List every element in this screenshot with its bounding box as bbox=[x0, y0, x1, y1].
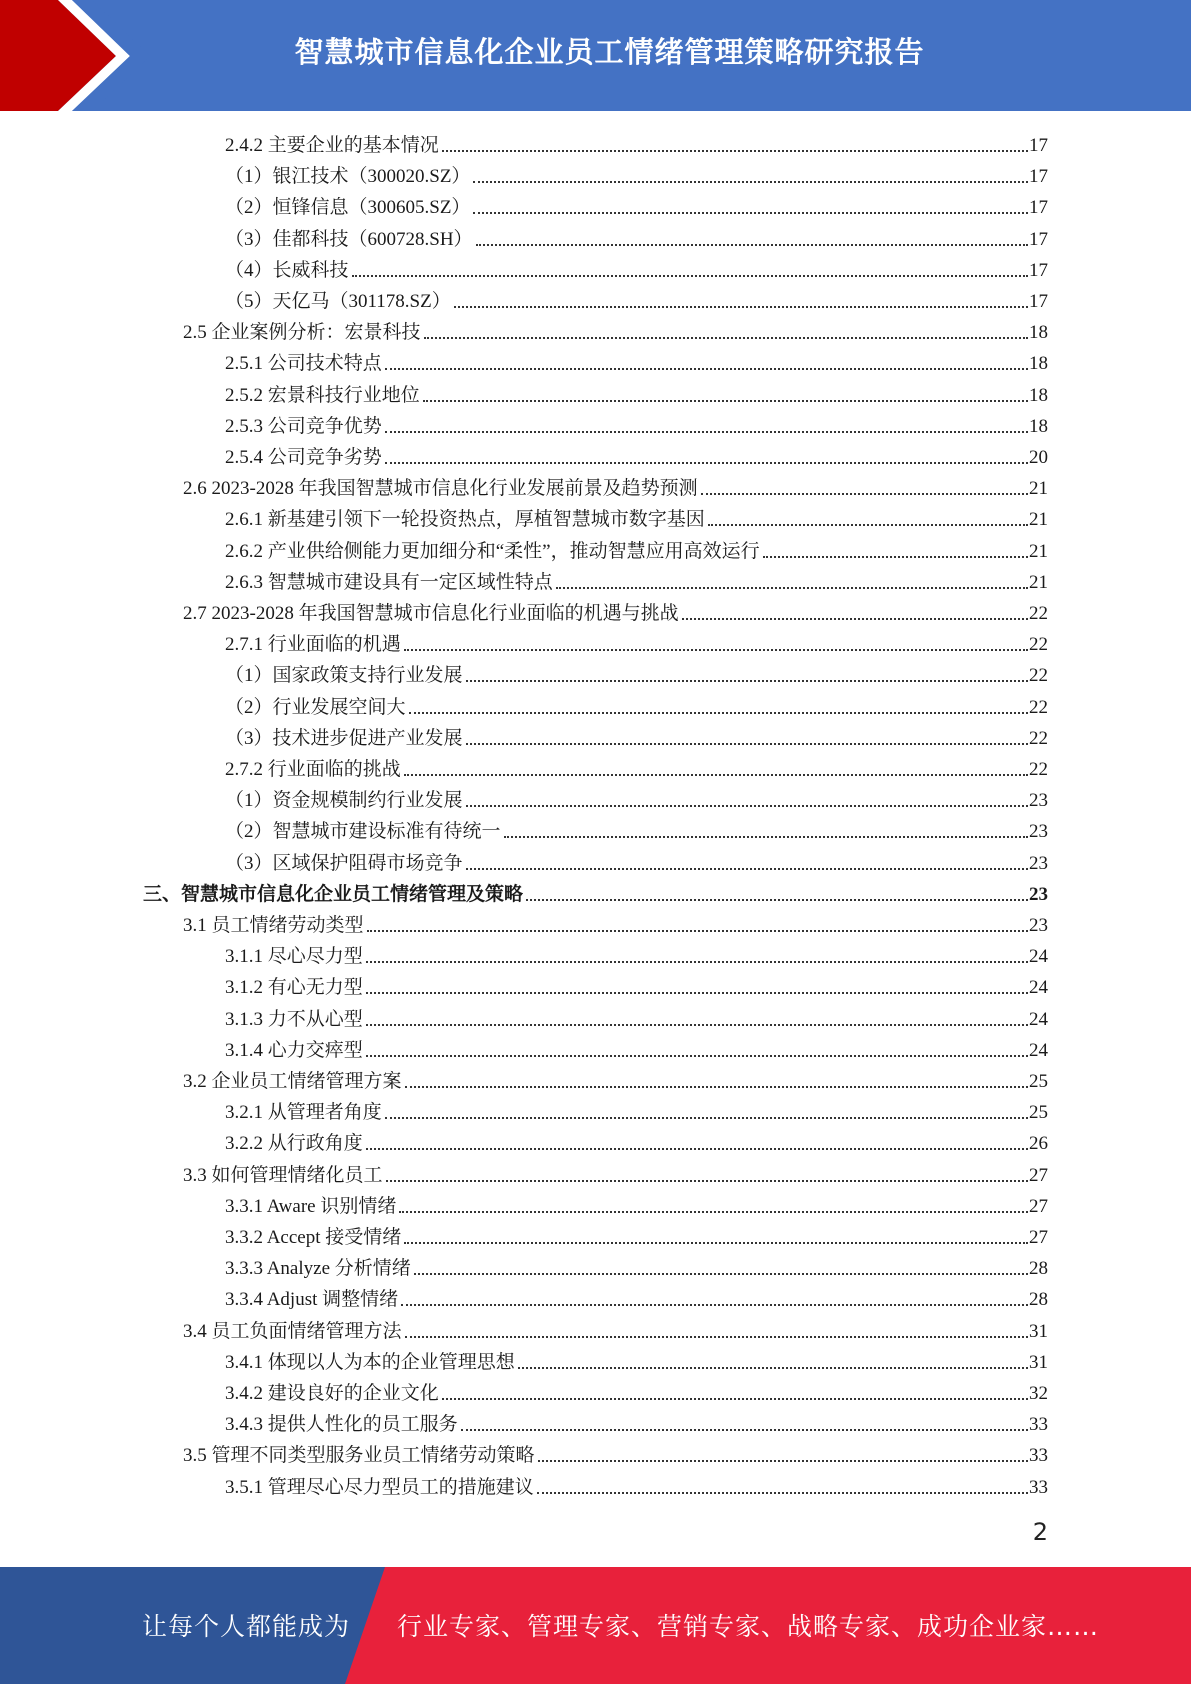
toc-entry[interactable] bbox=[225, 376, 1048, 407]
toc-entry-page: 28 bbox=[1029, 1258, 1048, 1280]
toc-entry-page: 22 bbox=[1029, 727, 1048, 749]
toc-entry[interactable] bbox=[225, 1343, 1048, 1374]
toc-entry-title: 3.1.3 力不从心型 bbox=[225, 1008, 363, 1030]
toc-dot-leader bbox=[366, 1055, 1028, 1057]
toc-dot-leader bbox=[404, 649, 1028, 651]
toc-entry-title: 3.1.4 心力交瘁型 bbox=[225, 1039, 363, 1061]
toc-dot-leader bbox=[404, 774, 1028, 776]
toc-entry-title: 3.4.3 提供人性化的员工服务 bbox=[225, 1414, 458, 1436]
toc-dot-leader bbox=[442, 1398, 1028, 1400]
toc-entry-title: 2.6 2023-2028 年我国智慧城市信息化行业发展前景及趋势预测 bbox=[183, 478, 698, 500]
footer-slogan-right: 行业专家、管理专家、营销专家、战略专家、成功企业家…… bbox=[397, 1612, 1100, 1641]
toc-dot-leader bbox=[366, 1024, 1028, 1026]
toc-entry-page: 21 bbox=[1029, 540, 1048, 562]
toc-dot-leader bbox=[466, 868, 1028, 870]
toc-entry[interactable] bbox=[225, 719, 1048, 750]
toc-dot-leader bbox=[401, 1304, 1028, 1306]
toc-dot-leader bbox=[476, 244, 1028, 246]
toc-entry-page: 28 bbox=[1029, 1289, 1048, 1311]
toc-entry-title: 2.5 企业案例分析：宏景科技 bbox=[183, 322, 421, 344]
toc-entry-title: 2.5.2 宏景科技行业地位 bbox=[225, 384, 420, 406]
toc-dot-leader bbox=[414, 1273, 1028, 1275]
toc-entry-page: 18 bbox=[1029, 415, 1048, 437]
toc-entry-page: 24 bbox=[1029, 1008, 1048, 1030]
toc-entry[interactable] bbox=[225, 1031, 1048, 1062]
toc-entry-title: 3.1.1 尽心尽力型 bbox=[225, 946, 363, 968]
toc-entry-page: 31 bbox=[1029, 1320, 1048, 1342]
toc-dot-leader bbox=[504, 836, 1028, 838]
toc-entry-page: 17 bbox=[1029, 291, 1048, 312]
toc-entry[interactable] bbox=[225, 812, 1048, 843]
toc-dot-leader bbox=[701, 493, 1028, 495]
toc-entry[interactable] bbox=[225, 344, 1048, 375]
toc-dot-leader bbox=[423, 400, 1028, 402]
toc-entry-page: 22 bbox=[1029, 603, 1048, 624]
page-header bbox=[0, 0, 1191, 111]
toc-dot-leader bbox=[442, 150, 1028, 152]
toc-entry[interactable] bbox=[225, 750, 1048, 781]
toc-entry-page: 23 bbox=[1029, 790, 1048, 812]
toc-entry[interactable] bbox=[225, 282, 1048, 313]
toc-dot-leader bbox=[367, 930, 1028, 932]
toc-entry[interactable] bbox=[183, 1312, 1048, 1343]
toc-entry[interactable] bbox=[225, 1374, 1048, 1405]
toc-entry-page: 22 bbox=[1029, 759, 1048, 780]
toc-entry[interactable] bbox=[225, 1093, 1048, 1124]
toc-entry-page: 18 bbox=[1029, 353, 1048, 375]
toc-entry-page: 27 bbox=[1029, 1227, 1048, 1248]
toc-dot-leader bbox=[366, 992, 1028, 994]
toc-entry-title: （3）区域保护阻碍市场竞争 bbox=[225, 852, 463, 874]
toc-entry-title: （3）技术进步促进产业发展 bbox=[225, 727, 463, 749]
toc-entry-page: 24 bbox=[1029, 977, 1048, 999]
toc-entry[interactable] bbox=[225, 407, 1048, 438]
toc-entry-page: 23 bbox=[1029, 915, 1048, 936]
toc-entry-page: 33 bbox=[1029, 1414, 1048, 1436]
toc-entry-title: 3.3.3 Analyze 分析情绪 bbox=[225, 1258, 411, 1280]
toc-entry-title: 2.5.1 公司技术特点 bbox=[225, 353, 382, 375]
toc-dot-leader bbox=[538, 1460, 1028, 1462]
toc-entry[interactable] bbox=[183, 1436, 1048, 1467]
toc-entry-page: 17 bbox=[1029, 135, 1048, 156]
toc-dot-leader bbox=[386, 1180, 1028, 1182]
toc-dot-leader bbox=[404, 1242, 1028, 1244]
toc-entry[interactable] bbox=[225, 438, 1048, 469]
toc-entry-page: 27 bbox=[1029, 1195, 1048, 1217]
toc-dot-leader bbox=[466, 680, 1028, 682]
toc-entry-page: 23 bbox=[1029, 883, 1048, 905]
toc-dot-leader bbox=[366, 1148, 1028, 1150]
toc-entry-title: 三、智慧城市信息化企业员工情绪管理及策略 bbox=[143, 883, 524, 905]
toc-entry-title: （4）长威科技 bbox=[225, 259, 349, 281]
toc-dot-leader bbox=[385, 368, 1028, 370]
toc-entry[interactable] bbox=[183, 469, 1048, 500]
toc-entry[interactable] bbox=[225, 1218, 1048, 1249]
toc-entry[interactable] bbox=[225, 968, 1048, 999]
toc-entry-title: 3.3.4 Adjust 调整情绪 bbox=[225, 1289, 399, 1311]
toc-entry-page: 20 bbox=[1029, 447, 1048, 468]
toc-entry[interactable] bbox=[225, 1124, 1048, 1155]
toc-entry-page: 24 bbox=[1029, 1039, 1048, 1061]
toc-dot-leader bbox=[466, 743, 1028, 745]
toc-entry[interactable] bbox=[183, 1156, 1048, 1187]
toc-entry-page: 26 bbox=[1029, 1133, 1048, 1155]
toc-dot-leader bbox=[556, 587, 1028, 589]
toc-entry[interactable] bbox=[225, 220, 1048, 251]
toc-entry-page: 24 bbox=[1029, 946, 1048, 968]
toc-entry-title: 3.5 管理不同类型服务业员工情绪劳动策略 bbox=[183, 1445, 535, 1467]
toc-entry-page: 32 bbox=[1029, 1383, 1048, 1404]
toc-entry-title: 2.4.2 主要企业的基本情况 bbox=[225, 135, 439, 156]
toc-dot-leader bbox=[405, 1336, 1028, 1338]
toc-dot-leader bbox=[682, 618, 1028, 620]
toc-entry[interactable] bbox=[225, 157, 1048, 188]
toc-entry-title: 2.5.3 公司竞争优势 bbox=[225, 415, 382, 437]
toc-entry[interactable] bbox=[225, 500, 1048, 531]
toc-entry[interactable] bbox=[225, 251, 1048, 282]
toc-entry-page: 33 bbox=[1029, 1476, 1048, 1498]
toc-dot-leader bbox=[424, 337, 1028, 339]
toc-entry-title: 3.4.2 建设良好的企业文化 bbox=[225, 1383, 439, 1404]
toc-entry-page: 22 bbox=[1029, 696, 1048, 718]
toc-dot-leader bbox=[385, 462, 1028, 464]
toc-dot-leader bbox=[473, 212, 1028, 214]
toc-dot-leader bbox=[405, 1086, 1028, 1088]
footer-slogan-left: 让每个人都能成为 bbox=[142, 1612, 351, 1641]
toc-entry-page: 22 bbox=[1029, 665, 1048, 687]
toc-entry[interactable] bbox=[225, 563, 1048, 594]
toc-entry-page: 23 bbox=[1029, 852, 1048, 874]
toc-entry-page: 18 bbox=[1029, 384, 1048, 406]
toc-entry[interactable] bbox=[225, 937, 1048, 968]
toc-entry-title: 3.1 员工情绪劳动类型 bbox=[183, 915, 364, 936]
toc-entry-title: 3.2.2 从行政角度 bbox=[225, 1133, 363, 1155]
toc-entry[interactable] bbox=[225, 188, 1048, 219]
toc-entry-title: 2.6.1 新基建引领下一轮投资热点，厚植智慧城市数字基因 bbox=[225, 509, 705, 531]
toc-entry-title: （2）恒锋信息（300605.SZ） bbox=[225, 197, 471, 219]
toc-entry-title: 3.3.2 Accept 接受情绪 bbox=[225, 1227, 402, 1248]
toc-entry[interactable] bbox=[183, 906, 1048, 937]
toc-dot-leader bbox=[537, 1492, 1028, 1494]
toc-entry-title: （2）行业发展空间大 bbox=[225, 696, 406, 718]
toc-entry-page: 21 bbox=[1029, 509, 1048, 531]
toc-entry-title: 3.3 如何管理情绪化员工 bbox=[183, 1164, 383, 1186]
toc-dot-leader bbox=[454, 306, 1028, 308]
toc-entry[interactable] bbox=[225, 844, 1048, 875]
toc-dot-leader bbox=[466, 805, 1028, 807]
toc-dot-leader bbox=[366, 961, 1028, 963]
toc-dot-leader bbox=[385, 1117, 1028, 1119]
toc-entry-page: 21 bbox=[1029, 571, 1048, 593]
toc-entry-title: 3.5.1 管理尽心尽力型员工的措施建议 bbox=[225, 1476, 534, 1498]
toc-entry-page: 17 bbox=[1029, 166, 1048, 188]
toc-entry-title: 2.6.3 智慧城市建设具有一定区域性特点 bbox=[225, 571, 553, 593]
toc-entry-title: （5）天亿马（301178.SZ） bbox=[225, 291, 451, 312]
toc-entry[interactable] bbox=[225, 781, 1048, 812]
toc-entry-title: 2.7.1 行业面临的机遇 bbox=[225, 634, 401, 656]
toc-dot-leader bbox=[518, 1367, 1028, 1369]
toc-entry-title: （3）佳都科技（600728.SH） bbox=[225, 228, 473, 250]
toc-dot-leader bbox=[473, 181, 1028, 183]
toc-entry[interactable] bbox=[225, 1280, 1048, 1311]
toc-entry-page: 18 bbox=[1029, 322, 1048, 344]
toc-dot-leader bbox=[526, 899, 1028, 901]
toc-entry-title: （1）银江技术（300020.SZ） bbox=[225, 166, 471, 188]
toc-dot-leader bbox=[352, 275, 1028, 277]
toc-entry-title: 3.1.2 有心无力型 bbox=[225, 977, 363, 999]
toc-entry[interactable] bbox=[225, 1000, 1048, 1031]
toc-dot-leader bbox=[708, 524, 1028, 526]
toc-entry-page: 27 bbox=[1029, 1164, 1048, 1186]
toc-entry-title: 3.2 企业员工情绪管理方案 bbox=[183, 1071, 402, 1092]
toc-entry-title: 2.7.2 行业面临的挑战 bbox=[225, 759, 401, 780]
toc-dot-leader bbox=[763, 556, 1028, 558]
toc-entry-page: 31 bbox=[1029, 1351, 1048, 1373]
toc-dot-leader bbox=[461, 1429, 1028, 1431]
toc-entry-title: 2.5.4 公司竞争劣势 bbox=[225, 447, 382, 468]
toc-entry-title: 2.7 2023-2028 年我国智慧城市信息化行业面临的机遇与挑战 bbox=[183, 603, 679, 624]
toc-entry-page: 22 bbox=[1029, 634, 1048, 656]
toc-entry-title: 3.2.1 从管理者角度 bbox=[225, 1102, 382, 1124]
toc-dot-leader bbox=[385, 431, 1028, 433]
page-footer bbox=[0, 1567, 1191, 1684]
page-number: 2 bbox=[1032, 1518, 1048, 1546]
toc-entry-title: 3.3.1 Aware 识别情绪 bbox=[225, 1195, 397, 1217]
toc-entry-page: 25 bbox=[1029, 1071, 1048, 1092]
toc-entry[interactable] bbox=[225, 625, 1048, 656]
toc-dot-leader bbox=[399, 1211, 1028, 1213]
toc-entry[interactable] bbox=[225, 532, 1048, 563]
toc-entry-page: 25 bbox=[1029, 1102, 1048, 1124]
toc-entry[interactable] bbox=[143, 875, 1048, 906]
toc-entry-title: 3.4.1 体现以人为本的企业管理思想 bbox=[225, 1351, 515, 1373]
toc-entry-page: 23 bbox=[1029, 821, 1048, 843]
toc-entry[interactable] bbox=[225, 1249, 1048, 1280]
toc-entry[interactable] bbox=[183, 313, 1048, 344]
toc-entry-page: 17 bbox=[1029, 259, 1048, 281]
toc-entry[interactable] bbox=[225, 1405, 1048, 1436]
toc-entry-page: 17 bbox=[1029, 228, 1048, 250]
toc-entry[interactable] bbox=[225, 656, 1048, 687]
toc-entry[interactable] bbox=[225, 688, 1048, 719]
toc-entry[interactable] bbox=[225, 1187, 1048, 1218]
toc-entry-title: （1）国家政策支持行业发展 bbox=[225, 665, 463, 687]
toc-entry-page: 17 bbox=[1029, 197, 1048, 219]
toc-entry-title: （2）智慧城市建设标准有待统一 bbox=[225, 821, 501, 843]
toc-entry-title: （1）资金规模制约行业发展 bbox=[225, 790, 463, 812]
toc-dot-leader bbox=[409, 712, 1028, 714]
toc-entry-page: 21 bbox=[1029, 478, 1048, 500]
toc-entry[interactable] bbox=[183, 594, 1048, 625]
report-title: 智慧城市信息化企业员工情绪管理策略研究报告 bbox=[294, 35, 925, 69]
toc-entry-page: 33 bbox=[1029, 1445, 1048, 1467]
toc-entry-title: 3.4 员工负面情绪管理方法 bbox=[183, 1320, 402, 1342]
toc-entry[interactable] bbox=[183, 1062, 1048, 1093]
toc-entry[interactable] bbox=[225, 126, 1048, 157]
toc-entry[interactable] bbox=[225, 1468, 1048, 1499]
toc-entry-title: 2.6.2 产业供给侧能力更加细分和“柔性”，推动智慧应用高效运行 bbox=[225, 540, 760, 562]
